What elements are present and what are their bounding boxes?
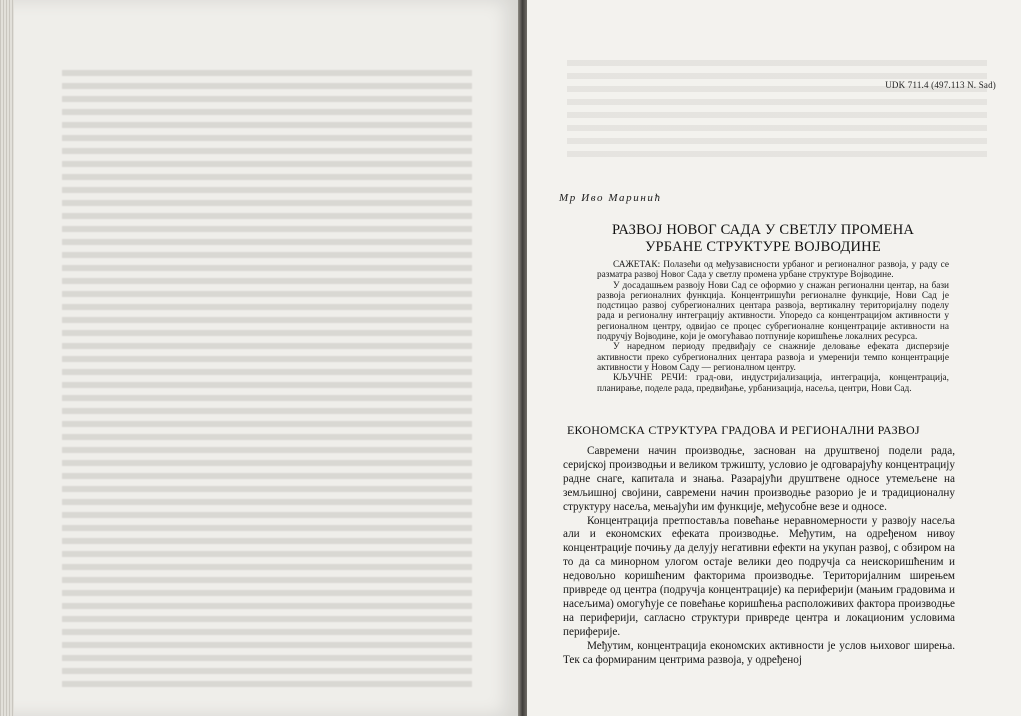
title-line: РАЗВОЈ НОВОГ САДА У СВЕТЛУ ПРОМЕНА [611, 222, 915, 238]
body-paragraph: Међутим, концентрација економских активности је услов њиховог ширења. Тек са формираним центрима развоја, у одређеној [563, 639, 955, 666]
body-text [563, 445, 955, 668]
abstract-paragraph: У досадашњем развоју Нови Сад се оформио у снажан регионални центар, на бази развоја регионалних функција. Концентришући регионалне функције, Нови Сад је подстицао развој субрегионалних центара развоја, вертикалну територијалну поделу рада и регионалну интеграцију активности. Упоредо са концентрацијом активности у регионалном центру, одвијао се процес субрегионалне концентрације активности на подручју Војводине, који је омогућавао потпуније коришћење локалних ресурса. [597, 280, 949, 343]
abstract [597, 260, 949, 394]
body-paragraph: Концентрација претпоставља повећање неравномерности у развоју насеља али и економских ефеката производње. Међутим, на одређеном нивоу концентрације почињу да делују негативни ефекти на укупан развој, с обзиром на то да са минорном улогом остаје велики део подручја са неискоришћеним и недовољно коришћеним факторима производње. Територијалним ширењем привреде од центра (подручја концентрације) ка периферији (мањим градовима и насељима) омогућује се повећање коришћења расположивих фактора производње на периферији, сагласно структури привреде центра и локационим условима периферије. [563, 514, 955, 638]
abstract-paragraph: САЖЕТАК: Полазећи од међузависности урбаног и регионалног развоја, у раду се разматра развој Новог Сада у светлу промена урбане структуре Војводине. [597, 260, 949, 281]
right-page [527, 0, 1021, 716]
article-title [563, 222, 963, 256]
keywords: КЉУЧНЕ РЕЧИ: град-ови, индустријализација, интеграција, концентрација, планирање, поделе рада, предвиђање, урбанизација, насеља, центри, Нови Сад. [597, 373, 949, 394]
udk-code: UDK 711.4 (497.113 N. Sad) [885, 80, 996, 90]
bleed-through-text [567, 60, 987, 160]
section-heading: ЕКОНОМСКА СТРУКТУРА ГРАДОВА И РЕГИОНАЛНИ РАЗВОЈ [567, 423, 920, 437]
article-author: Мр Иво Маринић [559, 192, 662, 204]
bleed-through-text [62, 70, 472, 690]
abstract-paragraph: У наредном периоду предвиђају се снажније деловање ефеката дисперзије активности преко субрегионалних центара развоја и умеренији темпо концентрације активности у Новом Саду — регионалном центру. [597, 342, 949, 373]
body-paragraph: Савремени начин производње, заснован на друштвеној подели рада, серијској производњи и великом тржишту, условио је одговарајућу концентрацију радне снаге, капитала и знања. Разарајући друштвене односе утемељене на земљишној својини, савремени начин производње разорио је и традиционалну структуру насеља, мењајући им функције, међусобне везе и односе. [563, 445, 955, 513]
page-edge-stack [0, 0, 14, 716]
title-line: УРБАНЕ СТРУКТУРЕ ВОЈВОДИНЕ [645, 239, 881, 255]
